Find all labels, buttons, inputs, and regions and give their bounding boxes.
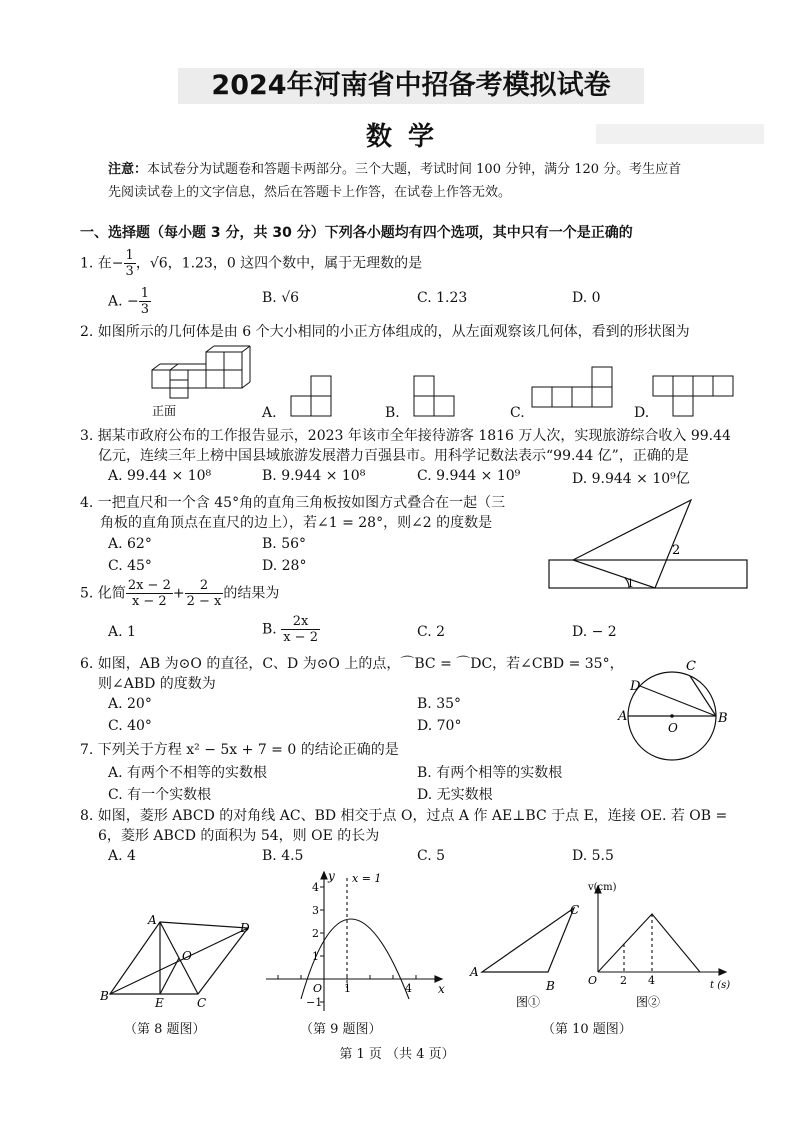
question-6-line-2: 则∠ABD 的度数为	[98, 676, 216, 692]
q1-post: ，√6，1.23，0 这四个数中，属于无理数的是	[135, 255, 423, 272]
page-title: 2024年河南省中招备考模拟试卷	[211, 70, 611, 101]
question-7-stem: 7. 下列关于方程 x² − 5x + 7 = 0 的结论正确的是	[80, 742, 399, 758]
q4-figure	[545, 492, 751, 592]
notice-line-2: 先阅读试卷上的文字信息，然后在答题卡上作答，在试卷上作答无效。	[108, 185, 512, 200]
label-e: E	[155, 996, 164, 1010]
subject-heading: 数学	[366, 122, 451, 152]
label-d: D	[630, 679, 641, 694]
notice-line-1: 本试卷分为试题卷和答题卡两部分。三个大题，考试时间 100 分钟，满分 120 分。考生应首	[147, 162, 682, 177]
q6-figure	[612, 656, 734, 766]
y-tick-2: 2	[312, 927, 319, 940]
label-a: A	[470, 965, 479, 979]
t-tick-4: 4	[648, 974, 655, 987]
fraction	[185, 578, 224, 609]
q6-option-b: B. 35°	[417, 696, 462, 712]
q8-option-b: B. 4.5	[262, 848, 304, 864]
fraction	[126, 578, 173, 609]
question-2-stem: 2. 如图所示的几何体是由 6 个大小相同的小正方体组成的，从左面观察该几何体，看到的形状图为	[80, 324, 690, 340]
q1-option-a	[108, 286, 151, 317]
ruler	[549, 560, 747, 588]
q3-option-d: D. 9.944 × 10⁹亿	[572, 471, 690, 487]
q3-option-c: C. 9.944 × 10⁹	[417, 468, 521, 484]
q5-b-pre: B.	[262, 621, 277, 638]
label-c: C	[686, 659, 696, 674]
question-4-line-2: 角板的直角顶点在直尺的边上），若∠1 = 28°，则∠2 的度数是	[100, 515, 493, 531]
y-tick-1: 1	[312, 950, 319, 963]
y-axis-label: y	[328, 869, 335, 883]
section-heading: 一、选择题（每小题 3 分，共 30 分）下列各小题均有四个选项，其中只有一个是正确的	[80, 225, 633, 241]
denominator: x − 2	[283, 630, 318, 645]
fig8-caption: （第 8 题图）	[124, 1022, 206, 1037]
q5-option-d: D. − 2	[572, 624, 617, 640]
q6-option-d: D. 70°	[417, 718, 462, 734]
q3-option-b: B. 9.944 × 10⁸	[262, 468, 366, 484]
label-a: A	[148, 913, 157, 927]
question-3-line-1: 3. 据某市政府公布的工作报告显示，2023 年该市全年接待游客 1816 万人次，实现旅游综合收入 99.44	[80, 428, 731, 444]
label-b: B	[546, 979, 555, 993]
q1-pre: 1. 在−	[80, 255, 124, 272]
origin-label: O	[313, 982, 323, 995]
numerator: 1	[125, 248, 134, 263]
option-c-view	[532, 367, 612, 407]
axis-of-symmetry-label: x = 1	[352, 872, 382, 885]
t-axis-label: t (s)	[710, 980, 731, 991]
q7-option-b: B. 有两个相等的实数根	[417, 765, 563, 781]
q4-option-b: B. 56°	[262, 536, 307, 552]
q4-option-c: C. 45°	[108, 558, 152, 574]
q8-option-d: D. 5.5	[572, 848, 614, 864]
front-label: 正面	[152, 404, 177, 418]
q1-a-pre: A. −	[108, 293, 139, 310]
triangle-abc	[482, 908, 574, 972]
option-d-view	[653, 376, 733, 416]
q2-option-c: C.	[510, 405, 525, 421]
solid-figure	[152, 346, 250, 398]
subfigure-1-label: 图①	[516, 995, 541, 1009]
q2-figures	[140, 340, 780, 422]
denominator: 3	[140, 302, 150, 317]
q3-option-a: A. 99.44 × 10⁸	[108, 468, 212, 484]
fraction	[124, 248, 136, 279]
label-o: O	[182, 949, 192, 963]
denominator: 3	[125, 264, 134, 279]
angle-1-label: 1	[627, 577, 634, 590]
numerator: 2	[185, 578, 224, 594]
q8-option-c: C. 5	[417, 848, 446, 864]
denominator: x − 2	[131, 594, 167, 609]
q5-post: 的结果为	[223, 585, 280, 602]
q4-option-d: D. 28°	[262, 558, 307, 574]
origin-label: O	[588, 974, 598, 987]
question-5-stem	[80, 578, 279, 609]
y-tick-4: 4	[312, 881, 319, 894]
fig8-rhombus	[100, 910, 260, 1010]
x-axis-label: x	[438, 982, 445, 996]
fig9-caption: （第 9 题图）	[300, 1022, 382, 1037]
numerator: 2x	[281, 614, 320, 630]
notice-label: 注意：	[108, 162, 148, 177]
q6-option-a: A. 20°	[108, 696, 152, 712]
label-d: D	[240, 921, 250, 935]
q5-pre: 5. 化简	[80, 585, 126, 602]
x-tick-1: 1	[344, 982, 351, 995]
exam-notice	[108, 158, 748, 204]
label-c: C	[570, 903, 580, 917]
y-tick-3: 3	[312, 904, 319, 917]
subfigure-2-label: 图②	[636, 995, 661, 1009]
label-a: A	[618, 709, 628, 724]
q1-option-d: D. 0	[572, 290, 601, 306]
fraction	[281, 614, 320, 645]
page-number: 第 1 页 （共 4 页）	[339, 1047, 455, 1062]
fig10-figures	[464, 872, 734, 1012]
fig10-caption: （第 10 题图）	[542, 1022, 632, 1037]
question-3-line-2: 亿元，连续三年上榜中国县域旅游发展潜力百强县市。用科学记数法表示“99.44 亿”，正确的是	[98, 448, 689, 464]
q6-option-c: C. 40°	[108, 718, 152, 734]
t-tick-2: 2	[620, 974, 627, 987]
denominator: 2 − x	[186, 594, 222, 609]
q7-option-d: D. 无实数根	[417, 787, 493, 803]
option-b-view	[414, 376, 454, 416]
numerator: 1	[140, 286, 150, 301]
fig9-graph	[262, 866, 452, 1016]
q2-option-b: B.	[385, 405, 400, 421]
label-c: C	[197, 996, 207, 1010]
q1-option-c: C. 1.23	[417, 290, 468, 306]
q4-option-a: A. 62°	[108, 536, 152, 552]
q1-option-b: B. √6	[262, 290, 300, 306]
q7-option-c: C. 有一个实数根	[108, 787, 212, 803]
question-1-stem	[80, 248, 422, 279]
v-axis-label: v(cm)	[588, 882, 617, 893]
label-b: B	[100, 989, 109, 1003]
q2-option-a: A.	[262, 405, 277, 421]
faint-stamp	[596, 124, 764, 144]
question-8-line-2: 6，菱形 ABCD 的面积为 54，则 OE 的长为	[98, 828, 380, 844]
q8-option-a: A. 4	[108, 848, 136, 864]
label-o: O	[668, 721, 678, 735]
q7-option-a: A. 有两个不相等的实数根	[108, 765, 268, 781]
y-tick-minus-1: −1	[306, 996, 323, 1009]
question-8-line-1: 8. 如图，菱形 ABCD 的对角线 AC、BD 相交于点 O，过点 A 作 AE⊥BC 于点 E，连接 OE. 若 OB =	[80, 808, 728, 824]
question-6-line-1: 6. 如图，AB 为⊙O 的直径，C、D 为⊙O 上的点，⌒BC = ⌒DC，若∠CBD = 35°，	[80, 656, 624, 672]
x-tick-4: 4	[405, 982, 412, 995]
v-t-graph	[595, 886, 726, 975]
q5-option-c: C. 2	[417, 624, 446, 640]
question-4-line-1: 4. 一把直尺和一个含 45°角的直角三角板按如图方式叠合在一起（三	[80, 495, 506, 511]
q5-option-b	[262, 614, 320, 645]
numerator: 2x − 2	[127, 578, 171, 593]
label-b: B	[718, 711, 728, 726]
q5-option-a: A. 1	[108, 624, 136, 640]
option-a-view	[291, 376, 331, 416]
angle-2-label: 2	[672, 543, 681, 558]
plus: +	[172, 585, 185, 602]
q2-option-d: D.	[634, 405, 650, 421]
fraction	[139, 286, 151, 317]
